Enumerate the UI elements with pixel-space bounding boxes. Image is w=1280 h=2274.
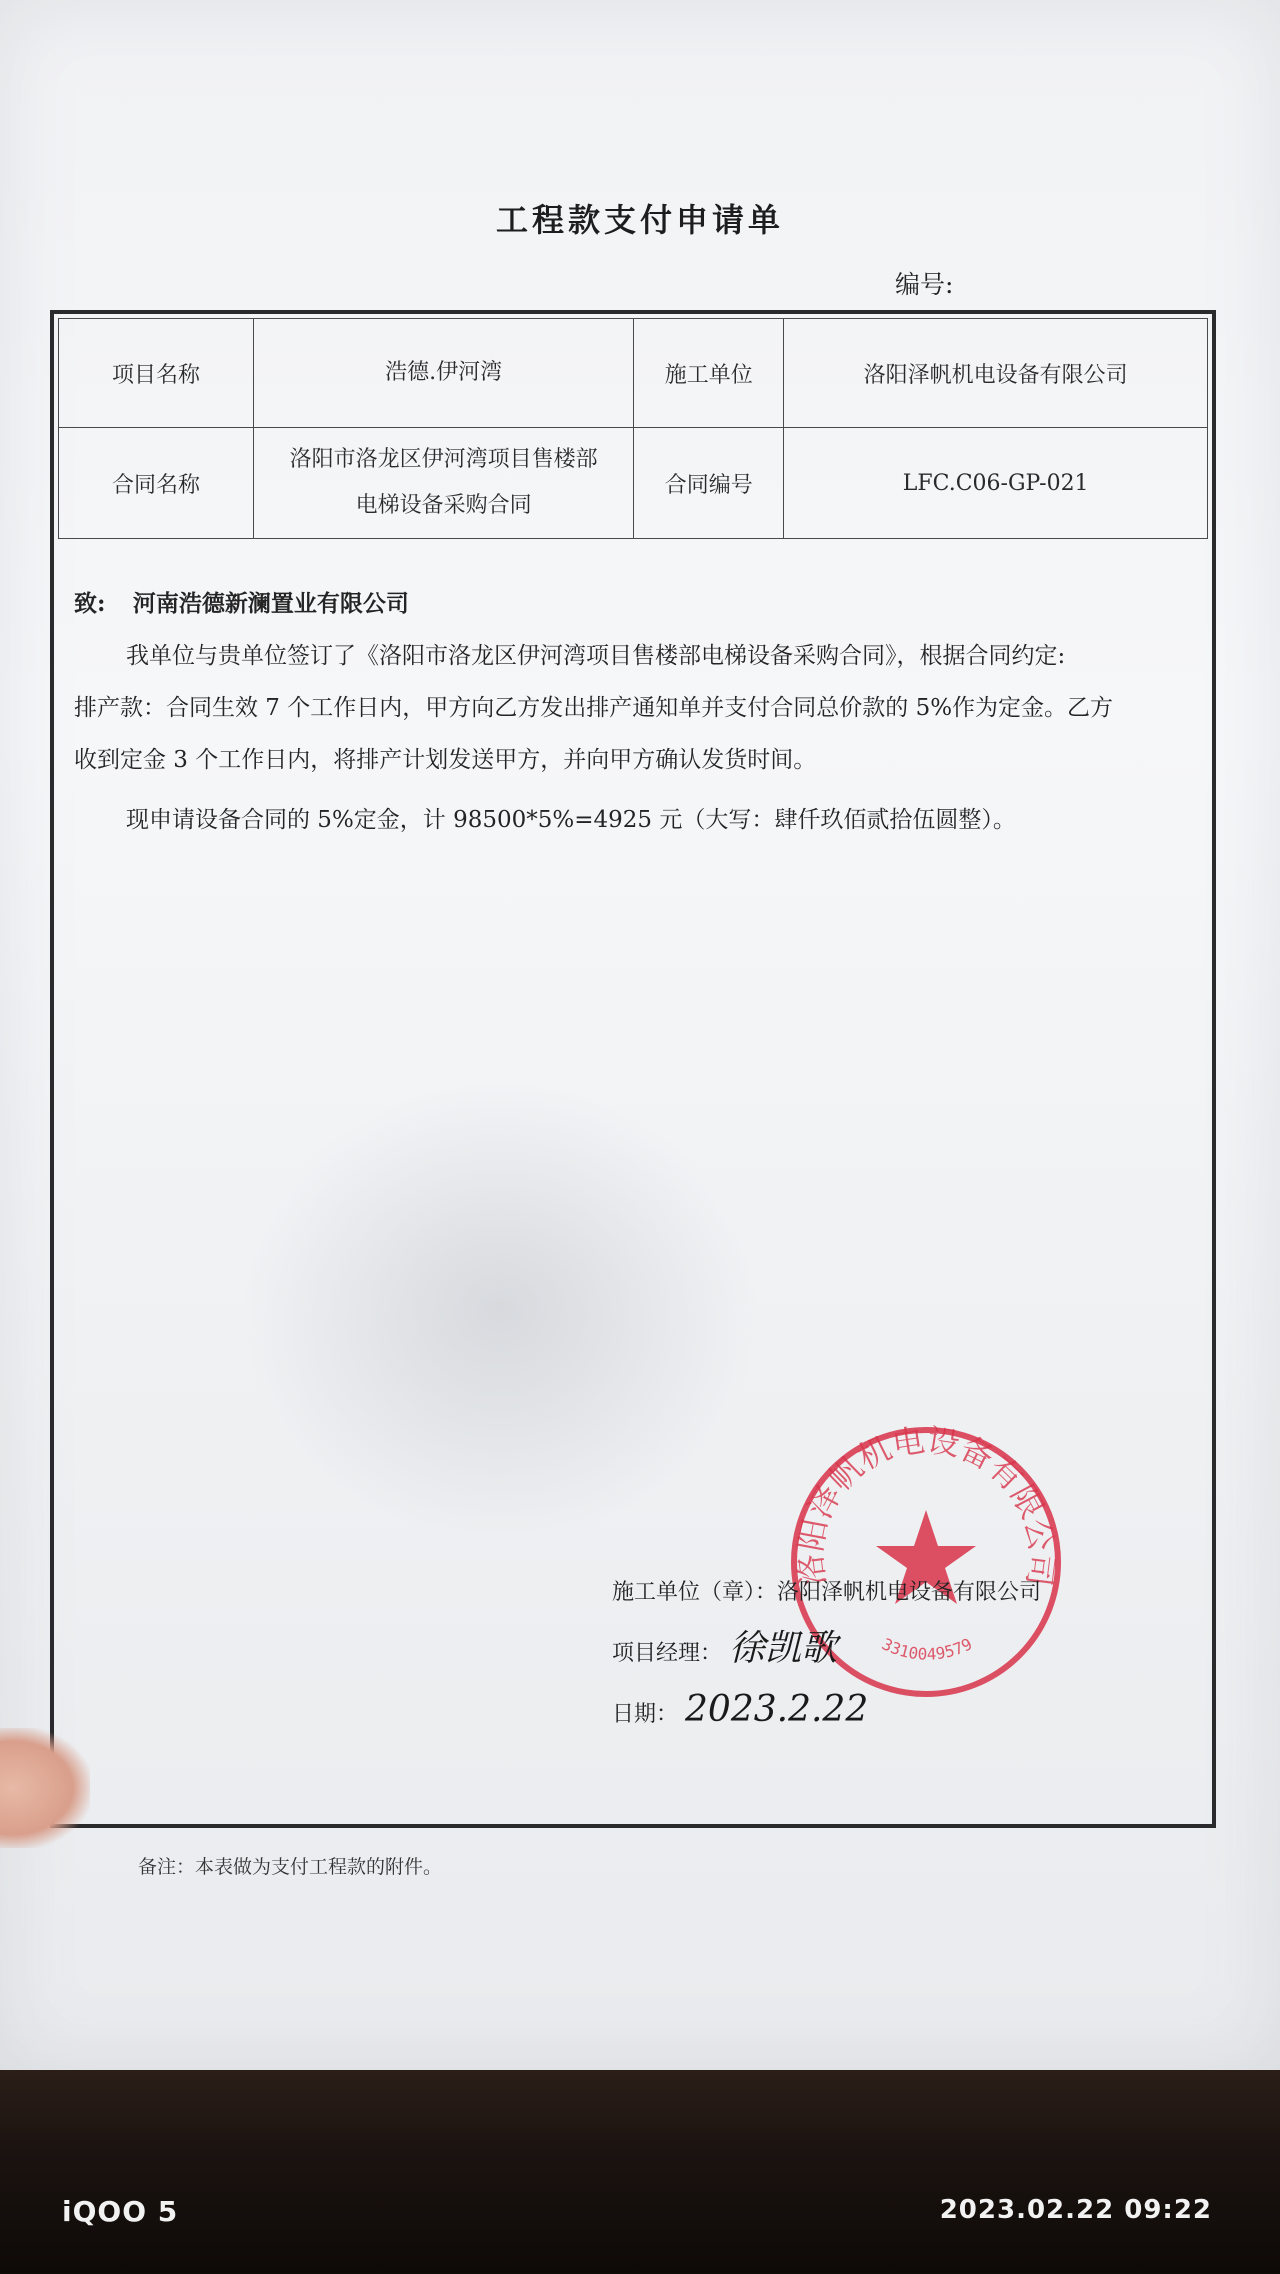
info-table [58, 318, 1208, 539]
date-label: 日期： [612, 1702, 679, 1727]
date-value: 2023.2.22 [685, 1689, 869, 1730]
svg-text:洛阳泽帆机电设备有限公司: 洛阳泽帆机电设备有限公司 [791, 1421, 1061, 1589]
date-line [612, 1682, 1041, 1743]
paragraph-1-line-2: 排产款：合同生效 7 个工作日内，甲方向乙方发出排产通知单并支付合同总价款的 5%作为定金。乙方 [74, 695, 1114, 721]
manager-label: 项目经理： [612, 1641, 723, 1666]
contract-number-label: 合同编号 [634, 428, 784, 539]
paragraph-1-line-3: 收到定金 3 个工作日内，将排产计划发送甲方，并向甲方确认发货时间。 [74, 747, 817, 773]
paragraph-2: 现申请设备合同的 5%定金，计 98500*5%=4925 元（大写：肆仟玖佰贰拾伍圆整）。 [126, 807, 1016, 833]
contractor-label: 施工单位 [634, 319, 784, 428]
signature-block [612, 1565, 1041, 1743]
finger-thumb [0, 1728, 90, 1848]
project-name-label: 项目名称 [59, 319, 254, 428]
contract-number-value: LFC.C06-GP-021 [784, 428, 1208, 539]
document-title: 工程款支付申请单 [495, 201, 784, 239]
project-name-value: 浩德.伊河湾 [254, 319, 634, 428]
serial-number-label: 编号: [895, 270, 954, 299]
addressee: 河南浩德新澜置业有限公司 [132, 590, 409, 617]
table-row [59, 319, 1208, 428]
addressee-label: 致: [74, 590, 106, 617]
camera-timestamp: 2023.02.22 09:22 [939, 2195, 1212, 2225]
camera-watermark-bar [0, 2070, 1280, 2274]
letter-body [74, 578, 1202, 846]
manager-line [612, 1621, 1041, 1682]
contractor-value: 洛阳泽帆机电设备有限公司 [784, 319, 1208, 428]
contract-name-label: 合同名称 [59, 428, 254, 539]
addressee-line [74, 578, 1202, 630]
company-stamp-label: 施工单位（章）： [612, 1580, 778, 1605]
contract-name-line1: 洛阳市洛龙区伊河湾项目售楼部 [289, 447, 598, 472]
company-line [612, 1565, 1041, 1621]
svg-text:3310049579: 3310049579 [878, 1634, 976, 1664]
manager-signature: 徐凯歌 [729, 1628, 838, 1669]
company-stamp-value: 洛阳泽帆机电设备有限公司 [777, 1580, 1042, 1605]
table-row [59, 428, 1208, 539]
paragraph-1-line-1: 我单位与贵单位签订了《洛阳市洛龙区伊河湾项目售楼部电梯设备采购合同》，根据合同约定: [126, 643, 1066, 669]
contract-name-line2: 电梯设备采购合同 [355, 493, 532, 518]
camera-brand: iQOO 5 [62, 2195, 179, 2228]
footnote: 备注：本表做为支付工程款的附件。 [138, 1856, 443, 1878]
contract-name-value [254, 428, 634, 539]
